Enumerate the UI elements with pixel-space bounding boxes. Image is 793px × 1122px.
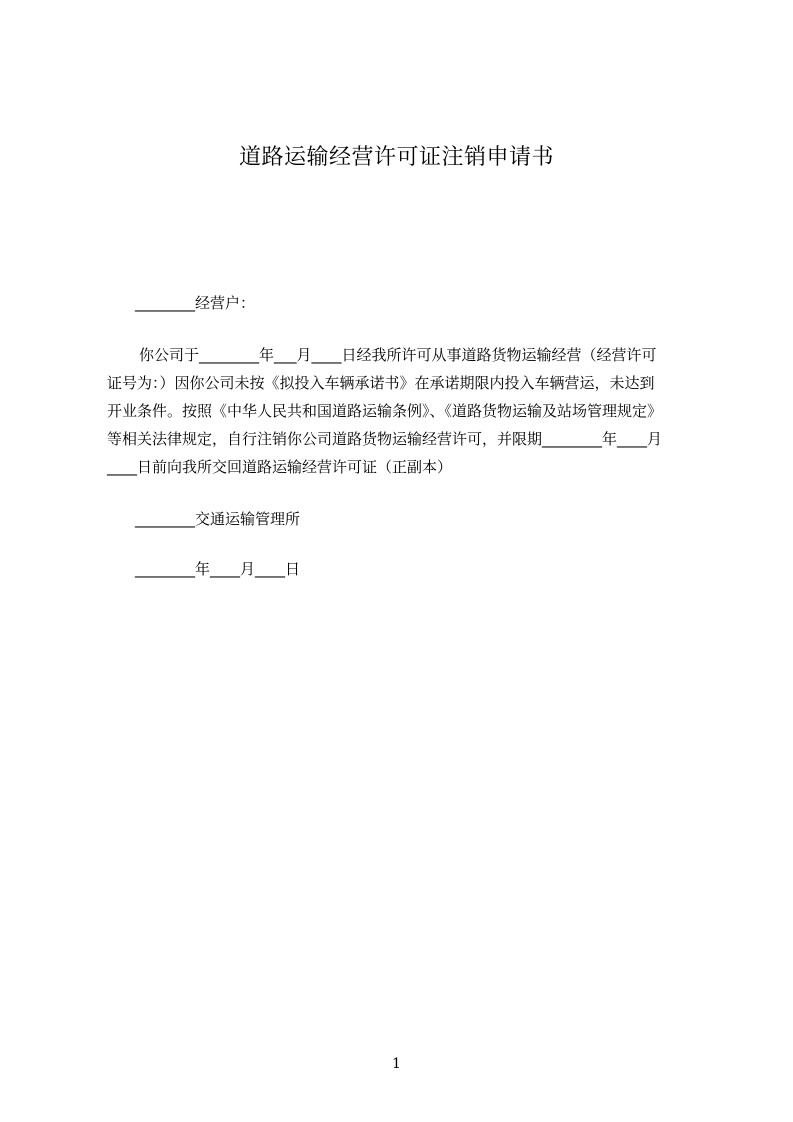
page-number: 1 (392, 1056, 401, 1072)
recipient-line: ________经营户： (135, 294, 256, 312)
body-line-5: ____日前向我所交回道路运输经营许可证（正副本） (107, 458, 453, 476)
body-line-4: 等相关法律规定，自行注销你公司道路货物运输经营许可，并限期________年____月 (107, 430, 663, 448)
issuer-line: ________交通运输管理所 (135, 510, 301, 528)
date-line: ________年____月____日 (135, 560, 301, 578)
body-line-2: 证号为：）因你公司未按《拟投入车辆承诺书》在承诺期限内投入车辆营运，未达到 (107, 374, 655, 392)
document-title: 道路运输经营许可证注销申请书 (238, 145, 554, 170)
body-line-1: 你公司于________年___月____日经我所许可从事道路货物运输经营（经营许可 (139, 346, 657, 364)
body-line-3: 开业条件。按照《中华人民共和国道路运输条例》、《道路货物运输及站场管理规定》 (107, 402, 663, 420)
